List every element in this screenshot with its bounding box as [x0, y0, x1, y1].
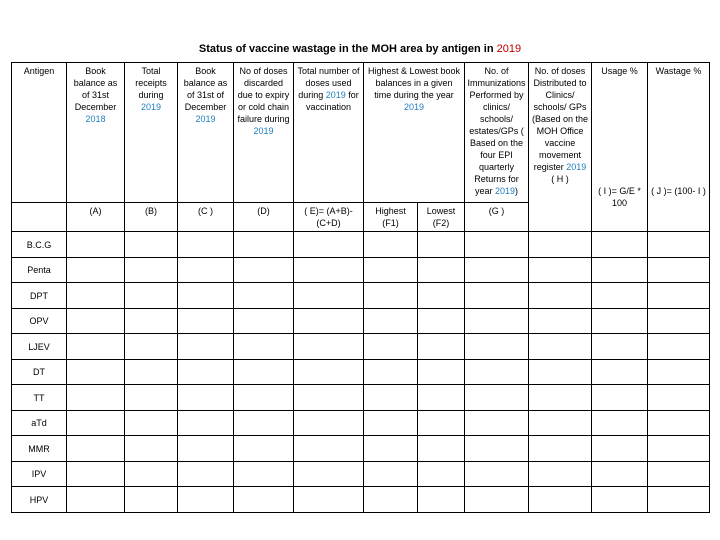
table-cell[interactable] [418, 385, 465, 411]
table-cell[interactable] [364, 283, 418, 309]
table-cell[interactable] [648, 385, 710, 411]
antigen-name: OPV [12, 308, 67, 334]
table-cell[interactable] [294, 232, 364, 258]
table-row [12, 410, 710, 436]
table-cell[interactable] [67, 359, 125, 385]
table-cell[interactable] [125, 385, 178, 411]
table-cell[interactable] [125, 359, 178, 385]
table-cell[interactable] [418, 487, 465, 513]
label-c: (C ) [178, 202, 234, 232]
table-cell[interactable] [364, 436, 418, 462]
antigen-name: LJEV [12, 334, 67, 360]
table-cell[interactable] [67, 334, 125, 360]
header-highest-lowest: Highest & Lowest book balances in a given time during the year 2019 [364, 63, 465, 203]
table-cell[interactable] [67, 436, 125, 462]
table-cell[interactable] [294, 283, 364, 309]
vaccine-wastage-table [11, 62, 710, 513]
table-cell[interactable] [418, 410, 465, 436]
table-cell[interactable] [648, 308, 710, 334]
table-cell[interactable] [592, 308, 648, 334]
table-cell[interactable] [125, 257, 178, 283]
table-cell[interactable] [418, 334, 465, 360]
table-cell[interactable] [465, 334, 529, 360]
table-row [12, 436, 710, 462]
table-cell[interactable] [529, 308, 592, 334]
table-cell[interactable] [465, 436, 529, 462]
table-cell[interactable] [178, 487, 234, 513]
table-cell[interactable] [125, 487, 178, 513]
table-cell[interactable] [294, 308, 364, 334]
page-title [0, 43, 720, 55]
table-row [12, 334, 710, 360]
table-cell[interactable] [178, 283, 234, 309]
table-cell[interactable] [178, 410, 234, 436]
label-a: (A) [67, 202, 125, 232]
antigen-name: DPT [12, 283, 67, 309]
table-cell[interactable] [234, 232, 294, 258]
table-cell[interactable] [592, 385, 648, 411]
table-row [12, 461, 710, 487]
table-cell[interactable] [125, 232, 178, 258]
table-cell[interactable] [234, 334, 294, 360]
table-cell[interactable] [125, 308, 178, 334]
table-cell[interactable] [418, 283, 465, 309]
table-cell[interactable] [592, 410, 648, 436]
table-cell[interactable] [529, 232, 592, 258]
table-cell[interactable] [294, 410, 364, 436]
table-cell[interactable] [592, 283, 648, 309]
table-cell[interactable] [125, 410, 178, 436]
table-cell[interactable] [592, 359, 648, 385]
label-empty [12, 202, 67, 232]
table-cell[interactable] [67, 308, 125, 334]
table-cell[interactable] [234, 436, 294, 462]
table-cell[interactable] [178, 334, 234, 360]
table-cell[interactable] [178, 461, 234, 487]
table-cell[interactable] [234, 257, 294, 283]
table-cell[interactable] [418, 308, 465, 334]
table-cell[interactable] [592, 257, 648, 283]
table-cell[interactable] [529, 334, 592, 360]
antigen-name: HPV [12, 487, 67, 513]
table-cell[interactable] [364, 232, 418, 258]
header-row [12, 63, 710, 203]
table-row [12, 308, 710, 334]
table-cell[interactable] [125, 334, 178, 360]
table-cell[interactable] [364, 461, 418, 487]
table-cell[interactable] [465, 487, 529, 513]
table-cell[interactable] [529, 257, 592, 283]
table-cell[interactable] [178, 385, 234, 411]
table-cell[interactable] [592, 461, 648, 487]
table-row [12, 359, 710, 385]
antigen-name: DT [12, 359, 67, 385]
table-cell[interactable] [364, 359, 418, 385]
table-cell[interactable] [465, 359, 529, 385]
header-usage: Usage % ( I )= G/E * 100 [592, 63, 648, 232]
header-used: Total number of doses used during 2019 for vaccination [294, 63, 364, 203]
table-cell[interactable] [125, 283, 178, 309]
table-cell[interactable] [234, 283, 294, 309]
table-cell[interactable] [465, 410, 529, 436]
table-cell[interactable] [592, 436, 648, 462]
table-cell[interactable] [465, 308, 529, 334]
table-cell[interactable] [648, 359, 710, 385]
label-b: (B) [125, 202, 178, 232]
table-cell[interactable] [648, 410, 710, 436]
table-cell[interactable] [529, 385, 592, 411]
table-cell[interactable] [125, 461, 178, 487]
table-cell[interactable] [418, 359, 465, 385]
table-cell[interactable] [465, 283, 529, 309]
table-cell[interactable] [294, 461, 364, 487]
table-cell[interactable] [234, 410, 294, 436]
table-cell[interactable] [294, 257, 364, 283]
table-cell[interactable] [529, 487, 592, 513]
table-cell[interactable] [294, 359, 364, 385]
table-cell[interactable] [648, 257, 710, 283]
table-cell[interactable] [364, 410, 418, 436]
table-cell[interactable] [465, 385, 529, 411]
table-row [12, 283, 710, 309]
table-cell[interactable] [465, 232, 529, 258]
table-cell[interactable] [178, 257, 234, 283]
table-cell[interactable] [592, 232, 648, 258]
table-cell[interactable] [648, 487, 710, 513]
table-cell[interactable] [529, 359, 592, 385]
header-immunizations: No. of Immunizations Performed by clinics/ schools/ estates/GPs ( Based on the four EPI quarterly Returns for year 2019) [465, 63, 529, 203]
antigen-name: MMR [12, 436, 67, 462]
table-cell[interactable] [648, 283, 710, 309]
table-cell[interactable] [465, 257, 529, 283]
table-cell[interactable] [67, 283, 125, 309]
table-row [12, 257, 710, 283]
table-cell[interactable] [67, 410, 125, 436]
table-cell[interactable] [67, 257, 125, 283]
table-cell[interactable] [67, 487, 125, 513]
table-cell[interactable] [364, 487, 418, 513]
table-cell[interactable] [294, 487, 364, 513]
table-cell[interactable] [234, 461, 294, 487]
table-cell[interactable] [465, 461, 529, 487]
title-year: 2019 [496, 43, 522, 55]
table-cell[interactable] [529, 283, 592, 309]
table-cell[interactable] [67, 461, 125, 487]
header-discarded: No of doses discarded due to expiry or cold chain failure during 2019 [234, 63, 294, 203]
antigen-name: Penta [12, 257, 67, 283]
table-cell[interactable] [592, 487, 648, 513]
table-row [12, 385, 710, 411]
table-cell[interactable] [178, 232, 234, 258]
label-e: ( E)= (A+B)-(C+D) [294, 202, 364, 232]
label-g: (G ) [465, 202, 529, 232]
table-cell[interactable] [364, 308, 418, 334]
header-wastage: Wastage % ( J )= (100- I ) [648, 63, 710, 232]
table-cell[interactable] [364, 257, 418, 283]
table-cell[interactable] [529, 436, 592, 462]
antigen-name: aTd [12, 410, 67, 436]
table-cell[interactable] [294, 436, 364, 462]
table-cell[interactable] [294, 334, 364, 360]
header-antigen: Antigen [12, 63, 67, 203]
table-row [12, 487, 710, 513]
table-cell[interactable] [234, 308, 294, 334]
title-text: Status of vaccine wastage in the MOH area by antigen in [198, 43, 494, 55]
header-book-balance: Book balance as of 31st December 2018 [67, 63, 125, 203]
table-cell[interactable] [648, 461, 710, 487]
antigen-name: TT [12, 385, 67, 411]
table-cell[interactable] [178, 436, 234, 462]
table-cell[interactable] [418, 232, 465, 258]
header-total-receipts: Total receipts during 2019 [125, 63, 178, 203]
label-d: (D) [234, 202, 294, 232]
antigen-name: B.C.G [12, 232, 67, 258]
table-cell[interactable] [648, 334, 710, 360]
header-book-balance-end: Book balance as of 31st of December 2019 [178, 63, 234, 203]
table-row [12, 232, 710, 258]
label-f1: Highest (F1) [364, 202, 418, 232]
table-cell[interactable] [418, 436, 465, 462]
table-cell[interactable] [234, 359, 294, 385]
table-cell[interactable] [364, 334, 418, 360]
table-cell[interactable] [648, 436, 710, 462]
table-cell[interactable] [592, 334, 648, 360]
antigen-rows [12, 232, 710, 513]
table-cell[interactable] [178, 359, 234, 385]
table-cell[interactable] [234, 385, 294, 411]
table-cell[interactable] [364, 385, 418, 411]
table-cell[interactable] [294, 385, 364, 411]
label-f2: Lowest (F2) [418, 202, 465, 232]
antigen-name: IPV [12, 461, 67, 487]
table-cell[interactable] [178, 308, 234, 334]
table-cell[interactable] [418, 461, 465, 487]
table-cell[interactable] [529, 461, 592, 487]
table-cell[interactable] [529, 410, 592, 436]
table-cell[interactable] [67, 385, 125, 411]
table-cell[interactable] [125, 436, 178, 462]
table-cell[interactable] [234, 487, 294, 513]
table-cell[interactable] [418, 257, 465, 283]
table-cell[interactable] [67, 232, 125, 258]
header-distributed: No. of doses Distributed to Clinics/ schools/ GPs (Based on the MOH Office vaccine movement register 2019 ( H ) [529, 63, 592, 232]
table-cell[interactable] [648, 232, 710, 258]
